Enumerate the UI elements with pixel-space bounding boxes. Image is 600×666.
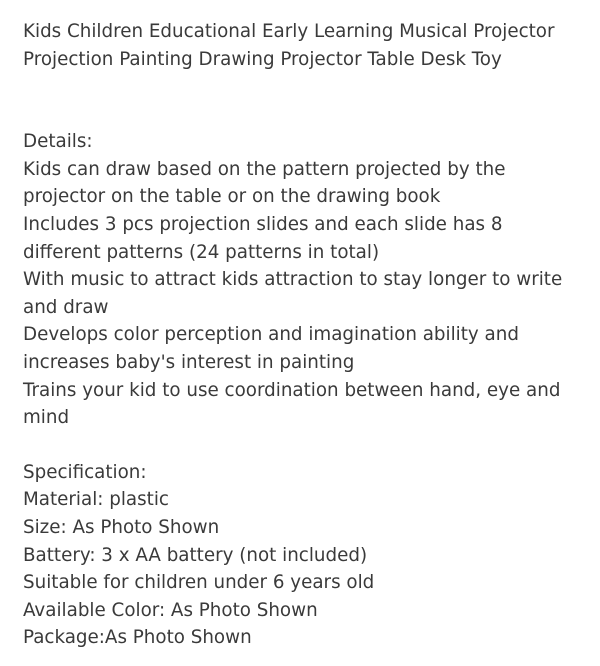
specification-section: [23, 459, 580, 652]
specification-line: Battery: 3 x AA battery (not included): [23, 544, 368, 566]
specification-line: Available Color: As Photo Shown: [23, 599, 318, 621]
details-line: different patterns (24 patterns in total): [23, 241, 380, 263]
product-title-line: Kids Children Educational Early Learning Musical Projector: [23, 21, 555, 42]
details-line: Kids can draw based on the pattern projected by the: [23, 158, 506, 180]
details-line: With music to attract kids attraction to stay longer to write: [23, 269, 563, 291]
specification-line: Suitable for children under 6 years old: [23, 572, 375, 594]
details-line: increases baby's interest in painting: [23, 351, 355, 373]
product-title: [23, 18, 580, 73]
specification-heading: Specification:: [23, 461, 147, 483]
specification-line: Size: As Photo Shown: [23, 516, 220, 538]
specification-line: Material: plastic: [23, 489, 169, 511]
product-title-line: Projection Painting Drawing Projector Table Desk Toy: [23, 48, 502, 70]
details-line: and draw: [23, 296, 109, 318]
details-line: Trains your kid to use coordination between hand, eye and: [23, 379, 561, 401]
details-line: Includes 3 pcs projection slides and each slide has 8: [23, 213, 503, 235]
spacer: [23, 73, 580, 128]
spacer: [23, 432, 580, 459]
details-heading: Details:: [23, 131, 93, 153]
specification-line: Package:As Photo Shown: [23, 627, 252, 649]
details-section: [23, 128, 580, 432]
details-line: mind: [23, 407, 70, 429]
details-line: Develops color perception and imagination ability and: [23, 324, 519, 346]
details-line: projector on the table or on the drawing book: [23, 186, 441, 208]
